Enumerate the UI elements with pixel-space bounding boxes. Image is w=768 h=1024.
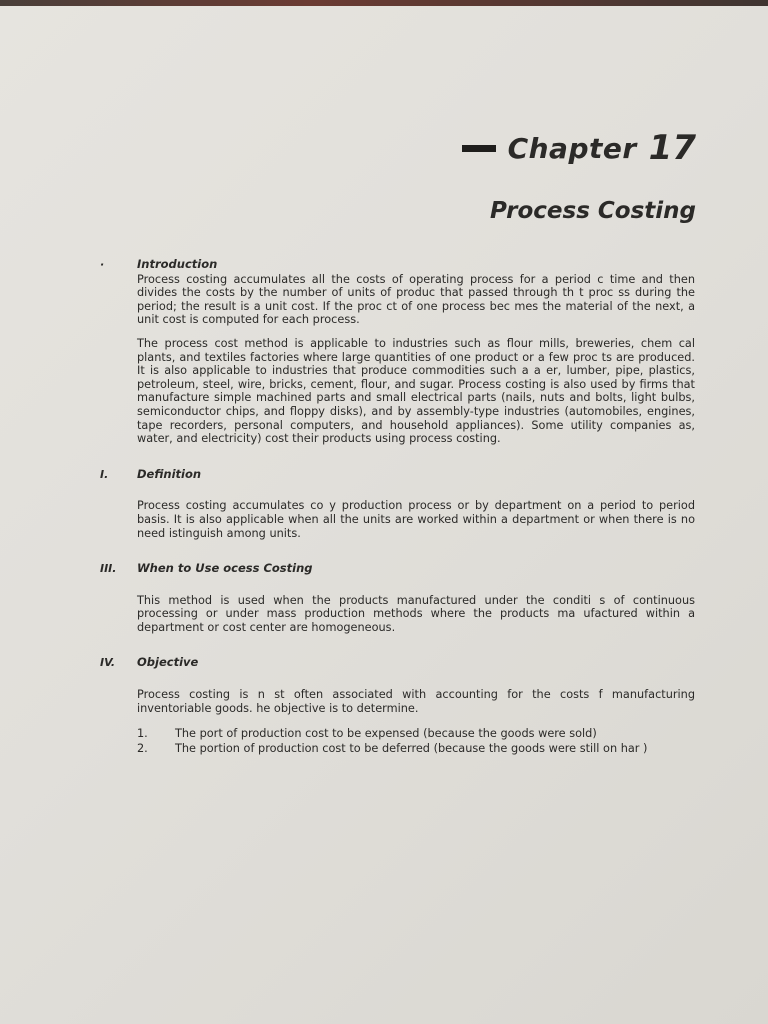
intro-paragraph-1: Process costing accumulates all the costs of operating process for a period c time and then divides the costs by the number of units of produc that passed through th t proc ss during the period; the result is a unit cost. If the proc ct of one process bec mes the material of the next, a unit cost is computed for each process. xyxy=(137,272,695,327)
chapter-word: Chapter xyxy=(507,131,637,165)
chapter-number: 17 xyxy=(648,128,696,168)
section-heading: Introduction xyxy=(137,257,218,271)
section-heading: Objective xyxy=(137,655,199,670)
page-top-edge xyxy=(0,0,768,6)
content xyxy=(100,258,695,756)
section-numeral: IV. xyxy=(100,656,116,670)
section-numeral: I. xyxy=(100,467,109,481)
section-when-to-use xyxy=(100,562,695,644)
when-to-use-paragraph: This method is used when the products manufactured under the conditi s of continuous processing or under mass production methods where the products ma ufactured within a department or cost center are homogeneous. xyxy=(137,593,695,634)
list-item xyxy=(137,742,695,756)
objective-list xyxy=(137,727,695,755)
chapter-rule xyxy=(462,145,496,152)
section-heading: When to Use ocess Costing xyxy=(137,561,313,576)
definition-paragraph: Process costing accumulates co y production process or by department on a period to period basis. It is also applicable when all the units are worked within a department or when there is no need istinguish among units. xyxy=(137,499,695,540)
list-text: The portion of production cost to be deferred (because the goods were still on har ) xyxy=(175,741,648,755)
section-marker: · xyxy=(100,258,105,271)
section-numeral: III. xyxy=(100,562,117,576)
section-heading: Definition xyxy=(137,466,202,481)
list-item xyxy=(137,727,695,741)
list-text: The port of production cost to be expensed (because the goods were sold) xyxy=(175,727,597,741)
section-introduction xyxy=(100,258,695,456)
section-definition xyxy=(100,468,695,550)
objective-paragraph: Process costing is n st often associated with accounting for the costs f manufacturing inventoriable goods. he objective is to determine. xyxy=(137,688,695,715)
intro-paragraph-2: The process cost method is applicable to industries such as flour mills, breweries, chem cal plants, and textiles factories where large quantities of one product or a few proc ts are produced. It is also applicable to industries that produce commodities such a a er, lumber, pipe, plastics, petroleum, steel, wire, bricks, cement, flour, and sugar. Process costing is also used by firms that manufacture simple machined parts and small electrical parts (nails, nuts and bolts, light bulbs, semiconductor chips, and floppy disks), and by assembly-type industries (automobiles, engines, tape recorders, personal computers, and household appliances). Some utility companies as, water, and electricity) cost their products using process costing. xyxy=(137,336,695,446)
section-objective xyxy=(100,656,695,756)
list-number: 1. xyxy=(137,727,148,741)
chapter-heading xyxy=(462,128,696,168)
list-number: 2. xyxy=(137,741,148,755)
chapter-title: Process Costing xyxy=(489,198,696,224)
